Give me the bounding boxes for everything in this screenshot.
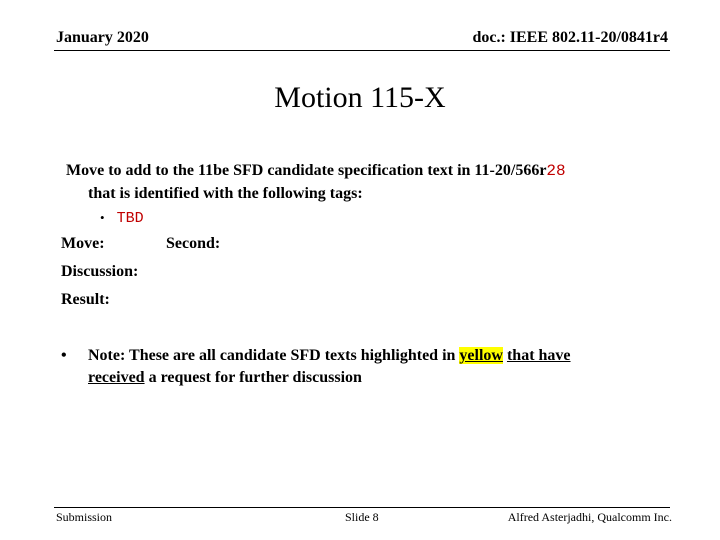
header-date: January 2020 [56,29,149,46]
tag-list-item [100,209,144,227]
footer-author: Alfred Asterjadhi, Qualcomm Inc. [507,510,672,524]
note-bullet: • [61,347,67,364]
note-rest: a request for further discussion [148,369,362,386]
result-label: Result: [61,291,110,308]
motion-text: Move to add to the 11be SFD candidate specification text in 11-20/566r [66,162,547,179]
note-line-1 [88,347,571,365]
note-text: Note: These are all candidate SFD texts highlighted in [88,347,456,364]
discussion-label: Discussion: [61,263,139,280]
note-underlined: that have [506,347,571,364]
footer-submission: Submission [56,510,113,524]
bullet-icon: • [100,210,105,225]
note-received: received [88,369,145,386]
tag-value: TBD [116,210,144,227]
header-doc-id: doc.: IEEE 802.11-20/0841r4 [472,29,668,46]
motion-line-2: that is identified with the following tags: [88,185,363,202]
footer-rule [54,507,670,508]
move-label: Move: [61,235,105,252]
slide-title: Motion 115-X [274,81,446,114]
header-rule [54,50,670,51]
note-highlight: yellow [459,347,503,364]
footer-slide-number: Slide 8 [345,510,379,524]
motion-revision: 28 [546,162,566,180]
motion-line-1 [66,162,566,180]
note-line-2 [88,369,362,387]
second-label: Second: [166,235,221,252]
